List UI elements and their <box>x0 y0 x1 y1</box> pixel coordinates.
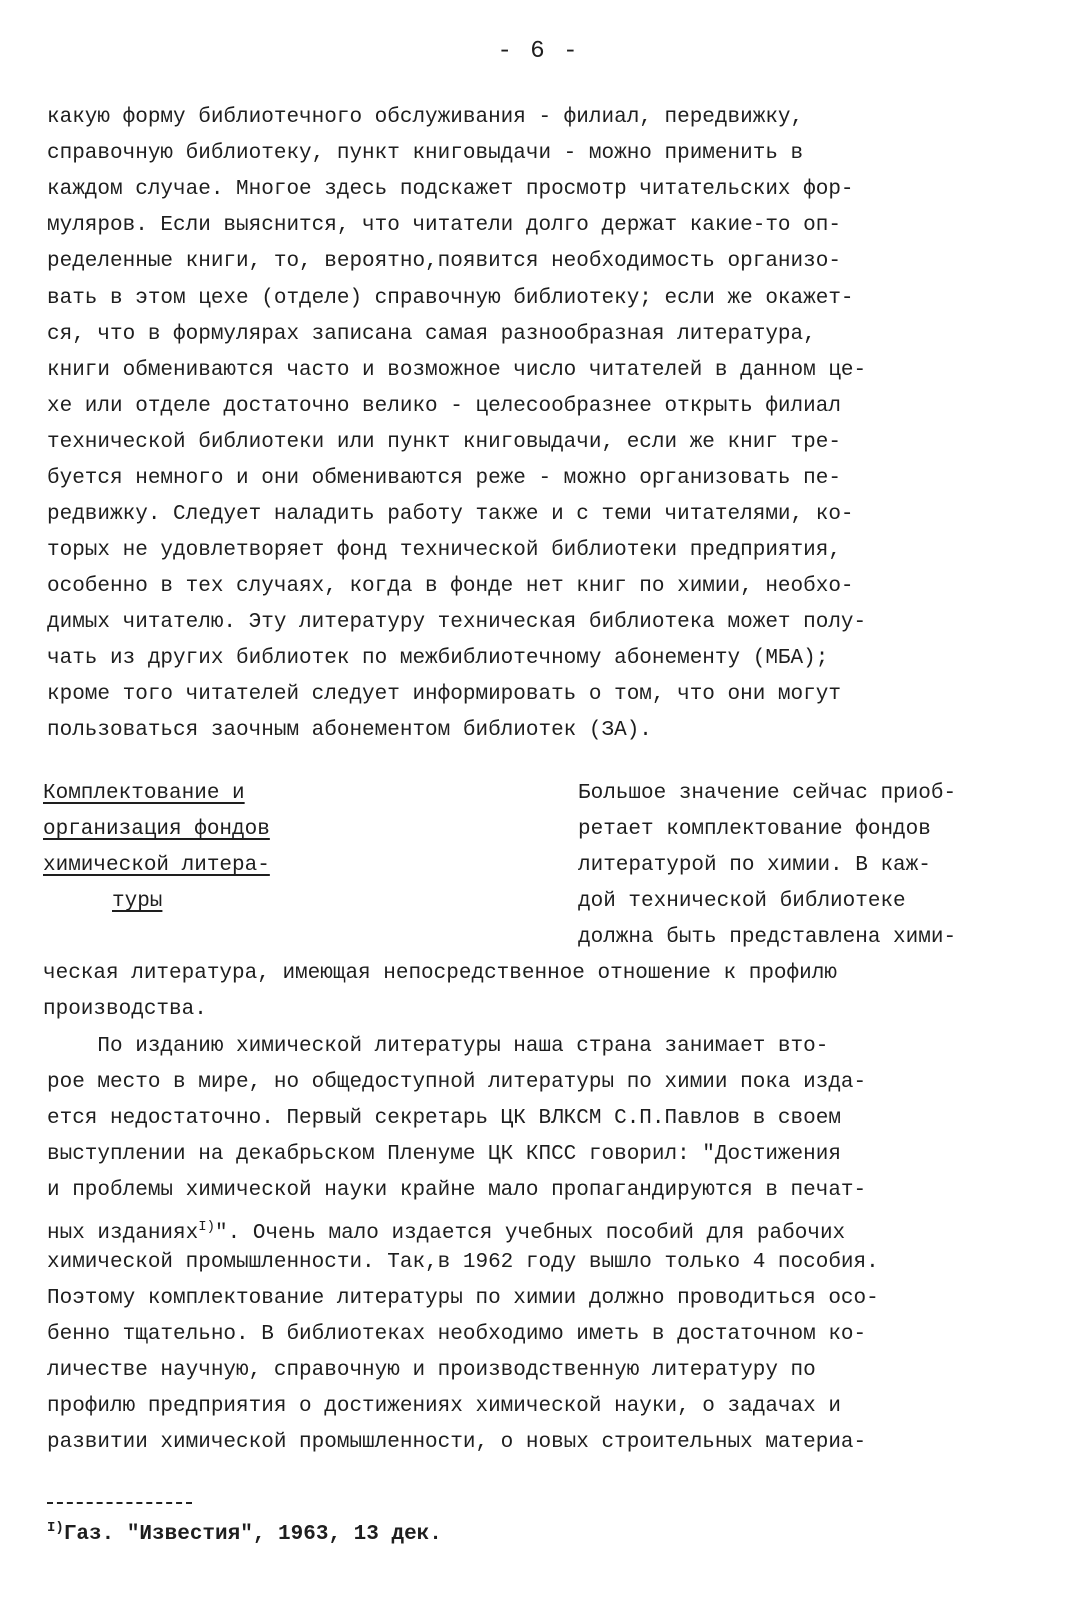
text-line: пользоваться заочным абонементом библиотек (ЗА). <box>47 719 652 742</box>
page-number: - 6 - <box>497 38 580 65</box>
text-line: ретает комплектование фондов <box>578 818 931 841</box>
text-line: справочную библиотеку, пункт книговыдачи - можно применить в <box>47 142 804 165</box>
text-line: димых читателю. Эту литературу техническая библиотека может полу- <box>47 611 867 634</box>
heading-line: химической литера- <box>43 854 270 877</box>
text-line: профилю предприятия о достижениях химической науки, о задачах и <box>47 1395 841 1418</box>
text-line: буется немного и они обмениваются реже - можно организовать пе- <box>47 467 841 490</box>
text-line: развитии химической промышленности, о новых строительных материа- <box>47 1431 867 1454</box>
text-line: ческая литература, имеющая непосредственное отношение к профилю <box>43 962 837 985</box>
text-line: торых не удовлетворяет фонд технической библиотеки предприятия, <box>47 539 841 562</box>
footnote <box>47 1520 442 1546</box>
text-line: Поэтому комплектование литературы по химии должно проводиться осо- <box>47 1287 879 1310</box>
heading-line: Комплектование и <box>43 782 245 805</box>
text-line: ределенные книги, то, вероятно,появится необходимость организо- <box>47 250 841 273</box>
text-line: литературой по химии. В каж- <box>578 854 931 877</box>
text-line: выступлении на декабрьском Пленуме ЦК КПСС говорил: "Достижения <box>47 1143 841 1166</box>
text-line: муляров. Если выяснится, что читатели долго держат какие-то оп- <box>47 214 841 237</box>
text-line: вать в этом цехе (отделе) справочную библиотеку; если же окажет- <box>47 287 854 310</box>
text-segment: ных изданиях <box>47 1222 199 1245</box>
text-line: какую форму библиотечного обслуживания - филиал, передвижку, <box>47 106 804 129</box>
text-line: По изданию химической литературы наша страна занимает вто- <box>47 1035 829 1058</box>
text-line: особенно в тех случаях, когда в фонде нет книг по химии, необхо- <box>47 575 854 598</box>
text-line: рое место в мире, но общедоступной литературы по химии пока изда- <box>47 1071 867 1094</box>
text-segment: ". Очень мало издается учебных пособий для рабочих <box>215 1222 846 1245</box>
text-line: личестве научную, справочную и производственную литературу по <box>47 1359 816 1382</box>
text-line: каждом случае. Многое здесь подскажет просмотр читательских фор- <box>47 178 854 201</box>
text-line: химической промышленности. Так,в 1962 году вышло только 4 пособия. <box>47 1251 879 1274</box>
text-line: должна быть представлена хими- <box>578 926 957 949</box>
text-line: ется недостаточно. Первый секретарь ЦК ВЛКСМ С.П.Павлов в своем <box>47 1107 841 1130</box>
text-line: редвижку. Следует наладить работу также и с теми читателями, ко- <box>47 503 854 526</box>
text-line: книги обмениваются часто и возможное число читателей в данном це- <box>47 359 867 382</box>
text-line: бенно тщательно. В библиотеках необходимо иметь в достаточном ко- <box>47 1323 867 1346</box>
heading-line: туры <box>112 890 163 913</box>
heading-line: организация фондов <box>43 818 270 841</box>
text-line: и проблемы химической науки крайне мало пропагандируются в печат- <box>47 1179 867 1202</box>
text-line: кроме того читателей следует информировать о том, что они могут <box>47 683 841 706</box>
text-line: дой технической библиотеке <box>578 890 906 913</box>
text-line: хе или отделе достаточно велико - целесообразнее открыть филиал <box>47 395 841 418</box>
text-line-with-footnote <box>47 1215 1027 1246</box>
footnote-text: Газ. "Известия", 1963, 13 дек. <box>63 1523 442 1546</box>
text-line: Большое значение сейчас приоб- <box>578 782 957 805</box>
footnote-divider <box>47 1502 192 1504</box>
text-line: производства. <box>43 998 207 1021</box>
footnote-mark: I) <box>47 1520 64 1536</box>
footnote-reference: I) <box>198 1219 216 1235</box>
text-line: технической библиотеки или пункт книговыдачи, если же книг тре- <box>47 431 841 454</box>
text-line: чать из других библиотек по межбиблиотечному абонементу (МБА); <box>47 647 829 670</box>
text-line: ся, что в формулярах записана самая разнообразная литература, <box>47 323 816 346</box>
